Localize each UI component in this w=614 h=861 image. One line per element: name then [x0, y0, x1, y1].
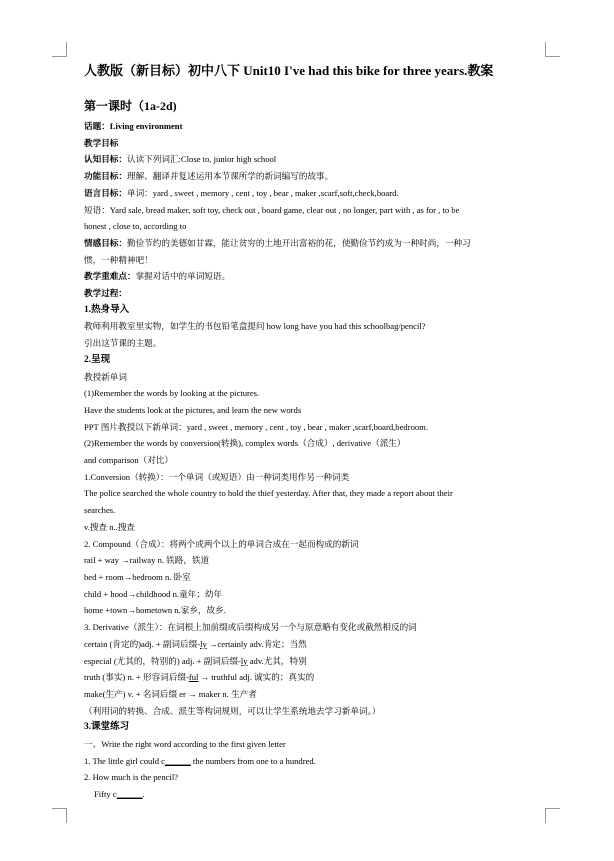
compound-example: bed + room→bedroom n. 卧室	[84, 571, 191, 582]
section-heading-warmup: 1.热身导入	[84, 304, 130, 315]
emotion-goal-cont: 惯，一种精神吧！	[84, 254, 153, 265]
emotion-goal: 情感目标：勤俭节约的美德如甘霖，能让贫穷的土地开出富裕的花，使勤俭节约成为一种时尚，一种习	[84, 237, 471, 248]
presentation-text: (1)Remember the words by looking at the pictures.	[84, 388, 260, 399]
compound-rule: 2. Compound（合成）：将两个或两个以上的单词合成在一起而构成的新词	[84, 538, 359, 549]
language-phrases-cont: honest , close to, according to	[84, 221, 187, 232]
page-corner-mark	[52, 808, 67, 823]
practice-instruction: 一、Write the right word according to the first given letter	[84, 739, 286, 750]
document-page	[84, 60, 530, 803]
document-title: 人教版（新目标）初中八下 Unit10 I've had this bike for three years.教案	[84, 63, 494, 78]
derivative-example: certain (肯定的)adj. + 副词后缀-ly →certainly adv.肯定；当然	[84, 638, 307, 649]
page-corner-mark	[52, 42, 67, 57]
compound-example: rail + way →railway n. 铁路，铁道	[84, 555, 210, 566]
process-heading: 教学过程：	[84, 288, 127, 299]
derivative-example: especial (尤其的，特别的) adj. + 副词后缀-ly adv.尤其，特别	[84, 655, 307, 666]
warmup-text: 教师利用教室里实物，如学生的书包铅笔盒提问 how long have you had this schoolbag/pencil?	[84, 321, 426, 332]
compound-example: home +town→hometown n.家乡，故乡.	[84, 605, 226, 616]
page-corner-mark	[545, 808, 560, 823]
presentation-text: and comparison（对比）	[84, 455, 174, 466]
conversion-note: v.搜查 n..搜查	[84, 521, 136, 532]
conversion-example-cont: searches.	[84, 505, 116, 516]
function-goal: 功能目标：理解、翻译并复述运用本节课所学的新词编写的故事。	[84, 171, 334, 182]
presentation-text: (2)Remember the words by conversion(转换), complex words（合成）, derivative（派生）	[84, 438, 406, 449]
compound-example: child + hood→childhood n.童年；幼年	[84, 588, 223, 599]
derivative-example: make(生产) v. + 名词后缀 er → maker n. 生产者	[84, 688, 257, 699]
presentation-text: Have the students look at the pictures, and learn the new words	[84, 404, 302, 415]
topic-line: 话题：Living environment	[84, 121, 183, 131]
derivative-rule: 3. Derivative（派生）：在词根上加前缀或后缀构成另一个与原意略有变化或截然相反的词	[84, 622, 417, 633]
section-heading-practice: 3.课堂练习	[84, 722, 130, 733]
presentation-text: 教授新单词	[84, 371, 127, 382]
presentation-note: （利用词的转换、合成、派生等构词规则，可以让学生系统地去学习新单词。）	[84, 705, 381, 716]
conversion-example: The police searched the whole country to hold the thief yesterday. After that, they made a report about their	[84, 488, 453, 499]
practice-question: 2. How much is the pencil?	[84, 772, 179, 783]
practice-answer: Fifty c______.	[94, 789, 145, 800]
lesson-heading: 第一课时（1a-2d)	[84, 99, 177, 113]
language-goal: 语言目标：单词：yard , sweet , memory , cent , toy , bear , maker ,scarf,soft,check,board.	[84, 187, 399, 198]
language-phrases: 短语：Yard sale, bread maker, soft toy, check out , board game, clear out , no longer, part with , as for , to be	[84, 204, 460, 215]
practice-question: 1. The little girl could c______ the numbers from one to a hundred.	[84, 755, 316, 766]
goals-heading: 教学目标	[84, 137, 119, 148]
presentation-text: PPT 图片教授以下新单词：yard , sweet , memory , cent , toy , bear , maker ,scarf,board,bedroom.	[84, 421, 428, 432]
derivative-example: truth (事实) n. + 形容词后缀-ful → truthful adj. 诚实的；真实的	[84, 672, 315, 683]
warmup-text: 引出这节课的主题。	[84, 338, 162, 349]
key-points: 教学重难点：掌握对话中的单词短语。	[84, 271, 231, 282]
section-heading-presentation: 2.呈现	[84, 354, 111, 365]
page-corner-mark	[545, 42, 560, 57]
conversion-rule: 1.Conversion（转换）：一个单词（或短语）由一种词类用作另一种词类	[84, 471, 350, 482]
cognitive-goal: 认知目标：认读下列词汇:Close to, junior high school	[84, 154, 277, 165]
